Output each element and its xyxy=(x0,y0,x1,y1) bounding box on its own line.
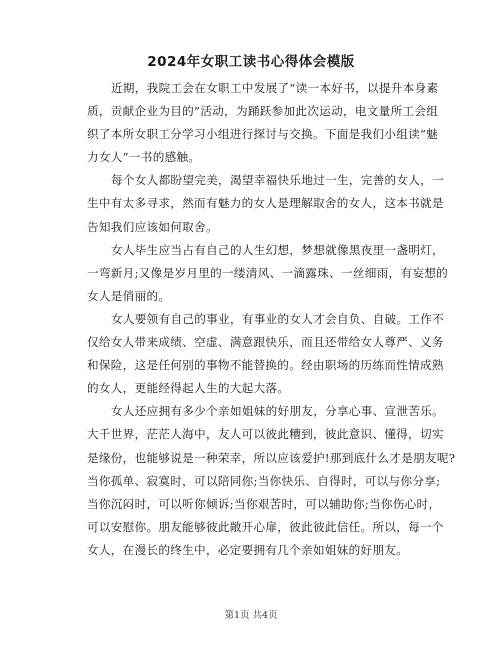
text-line: 生中有太多寻求，然而有魅力的女人是理解取舍的女人，这本书就是 xyxy=(87,196,444,211)
text-line: 当你沉闷时，可以听你倾诉;当你艰苦时，可以辅助你;当你伤心时， xyxy=(87,496,441,511)
text-line: 女人要领有自己的事业，有事业的女人才会自负、自破。工作不 xyxy=(111,311,445,326)
text-line: 大千世界，茫茫人海中，友人可以彼此糟到，彼此意识、懂得，切实 xyxy=(87,427,444,442)
text-line: 女人还应拥有多少个亲如姐妹的好朋友，分享心事、宣泄苦乐。 xyxy=(111,404,445,419)
text-line: 可以安慰你。朋友能够彼此敞开心扉，彼此彼此信任。所以，每一个 xyxy=(87,519,444,534)
text-line: 是缘份，也能够说是一种荣幸，所以应该爱护!那到底什么才是朋友呢? xyxy=(87,450,456,465)
text-line: 质，贡献企业为目的”活动，为踊跃参加此次运动，电文量所工会组 xyxy=(87,104,439,119)
text-line: 当你孤单、寂寞时，可以陪同你;当你快乐、自得时，可以与你分享; xyxy=(87,473,441,488)
document-title: 2024年女职工读书心得体会模版 xyxy=(147,54,355,70)
text-line: 的女人，更能经得起人生的大起大落。 xyxy=(87,381,290,396)
text-line: 近期，我院工会在女职工中发展了“读一本好书，以提升本身素 xyxy=(111,81,439,95)
page-footer: 第1页 共4页 xyxy=(224,610,278,621)
document-body xyxy=(87,77,456,562)
text-line: 一弯新月;又像是岁月里的一缕清风、一滴露珠、一丝细雨，有妄想的 xyxy=(87,265,449,280)
text-line: 女人毕生应当占有自己的人生幻想，梦想就像黑夜里一盏明灯， xyxy=(111,242,445,257)
text-line: 和保险，这是任何别的事物不能替换的。经由职场的历练而性情成熟 xyxy=(87,358,444,373)
text-line: 告知我们应该如何取舍。 xyxy=(87,219,218,234)
text-line: 女人是俏丽的。 xyxy=(87,288,171,303)
text-line: 织了本所女职工分学习小组进行探讨与交换。下面是我们小组读“魅 xyxy=(87,127,439,142)
text-line: 女人，在漫长的终生中，必定要拥有几个亲如姐妹的好朋友。 xyxy=(87,542,409,557)
text-line: 力女人”一书的感触。 xyxy=(87,150,201,165)
text-line: 仅给女人带来成绩、空虚、满意跟快乐，而且还带给女人尊严、义务 xyxy=(87,335,444,350)
text-line: 每个女人都盼望完美，渴望幸福快乐地过一生，完善的女人，一 xyxy=(111,173,445,188)
